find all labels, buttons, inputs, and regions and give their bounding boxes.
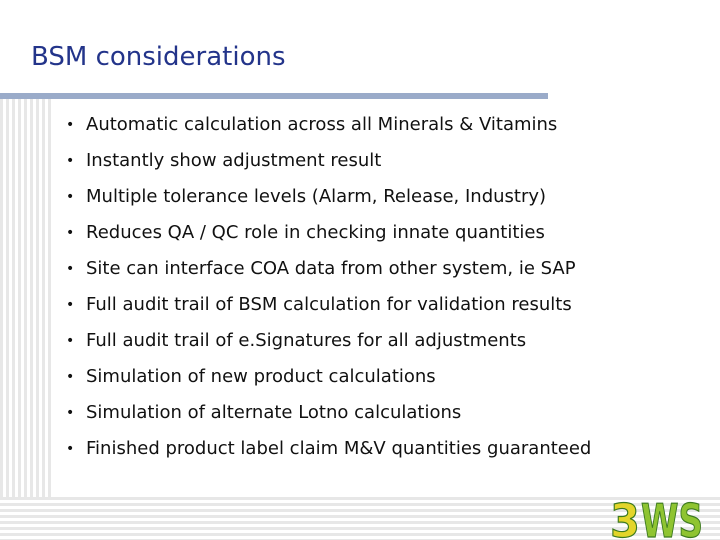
bullet-text: Finished product label claim M&V quantities guaranteed xyxy=(86,438,592,459)
bullet-icon: • xyxy=(66,261,75,277)
bullet-list xyxy=(66,113,591,473)
bullet-text: Reduces QA / QC role in checking innate quantities xyxy=(86,222,545,243)
bullet-icon: • xyxy=(66,153,75,169)
bullet-text: Simulation of new product calculations xyxy=(86,366,436,387)
bullet-icon: • xyxy=(66,405,75,421)
bullet-icon: • xyxy=(66,333,75,349)
bullet-text: Instantly show adjustment result xyxy=(86,150,382,171)
slide-title: BSM considerations xyxy=(31,42,286,72)
title-underline xyxy=(0,93,548,99)
bullet-icon: • xyxy=(66,189,75,205)
bullet-item xyxy=(66,113,591,149)
bullet-item xyxy=(66,293,591,329)
bullet-item xyxy=(66,185,591,221)
bullet-text: Full audit trail of e.Signatures for all adjustments xyxy=(86,330,527,351)
bullet-text: Automatic calculation across all Minerals & Vitamins xyxy=(86,114,558,135)
bullet-item xyxy=(66,149,591,185)
3ws-logo xyxy=(608,492,708,540)
bullet-text: Site can interface COA data from other system, ie SAP xyxy=(86,258,576,279)
logo-digit: 3 xyxy=(610,494,640,540)
bullet-item xyxy=(66,365,591,401)
bullet-icon: • xyxy=(66,117,75,133)
bullet-item xyxy=(66,221,591,257)
bullet-icon: • xyxy=(66,297,75,313)
bullet-text: Simulation of alternate Lotno calculations xyxy=(86,402,462,423)
bullet-icon: • xyxy=(66,441,75,457)
bullet-item xyxy=(66,329,591,365)
bullet-item xyxy=(66,401,591,437)
logo-letters: WS xyxy=(641,494,703,540)
bullet-icon: • xyxy=(66,369,75,385)
bullet-item xyxy=(66,437,591,473)
bullet-text: Full audit trail of BSM calculation for validation results xyxy=(86,294,572,315)
left-stripe-decoration xyxy=(0,95,52,540)
bullet-text: Multiple tolerance levels (Alarm, Release, Industry) xyxy=(86,186,547,207)
bullet-icon: • xyxy=(66,225,75,241)
bullet-item xyxy=(66,257,591,293)
